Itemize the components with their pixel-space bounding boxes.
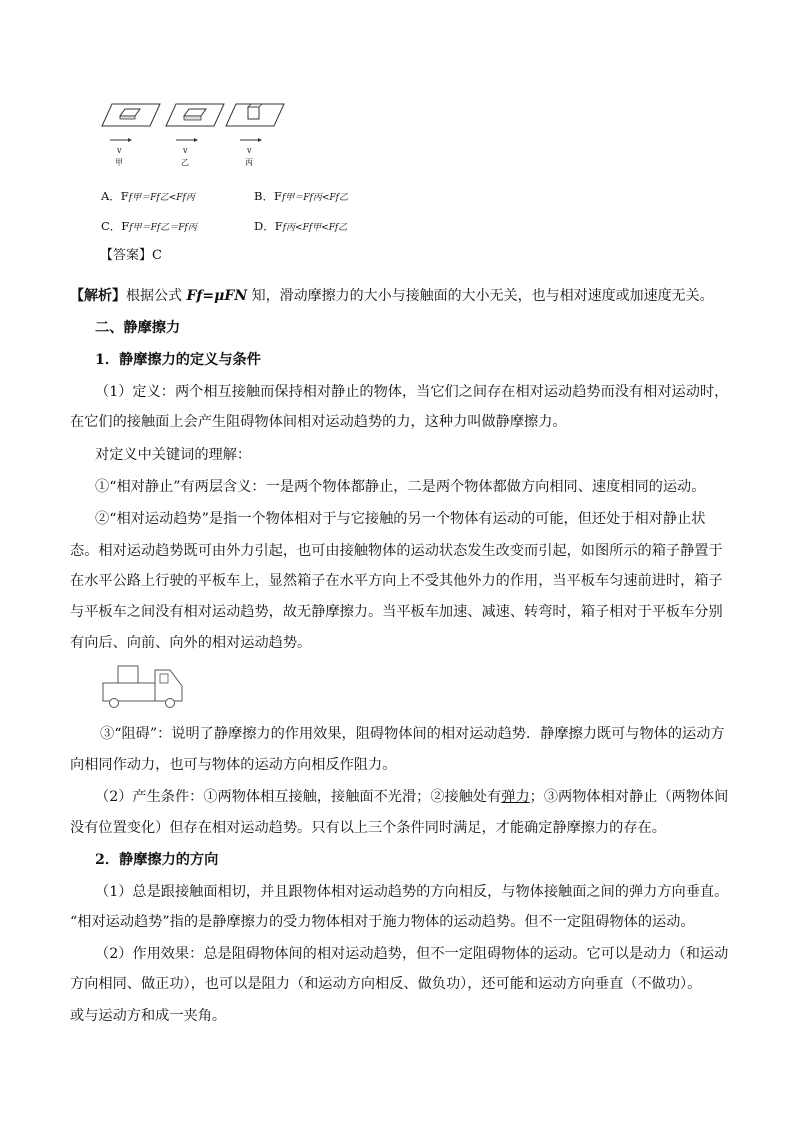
block-yi [184, 109, 206, 116]
label-bing: 丙 [245, 158, 253, 167]
sub2-title: 2．静摩擦力的方向 [95, 852, 219, 868]
truck-figure [100, 662, 186, 712]
truck-bed [103, 683, 155, 701]
arrow-v-3: v [247, 146, 252, 155]
box [118, 666, 138, 683]
p-cond-2: 没有位置变化）但存在相对运动趋势。只有以上三个条件同时满足，才能确定静摩擦力的存在。 [70, 820, 666, 836]
block-bing [248, 107, 259, 119]
block-jia [120, 109, 140, 116]
p-def-1: （1）定义：两个相互接触而保持相对静止的物体，当它们之间存在相对运动趋势而没有相对运动时， [95, 384, 729, 400]
arrow-v-1: v [117, 146, 122, 155]
arrow-v-2: v [183, 146, 188, 155]
wheel-rear [110, 699, 119, 708]
wheel-front [166, 699, 175, 708]
label-jia: 甲 [115, 158, 123, 167]
p-key: 对定义中关键词的理解： [95, 447, 252, 463]
option-b: B．Ff甲＝Ff丙<Ff乙 [254, 189, 348, 203]
p-dir-1: （1）总是跟接触面相切，并且跟物体相对运动趋势的方向相反，与物体接触面之间的弹力方向垂直。 [95, 884, 729, 900]
option-d: D．Ff丙<Ff甲<Ff乙 [254, 219, 348, 233]
p-k2-2: 态。相对运动趋势既可由外力引起，也可由接触物体的运动状态发生改变而引起，如图所示的箱子静置于 [70, 543, 723, 559]
p-def-2: 在它们的接触面上会产生阻碍物体间相对运动趋势的力，这种力叫做静摩擦力。 [70, 414, 567, 430]
p-k2-3: 在水平公路上行驶的平板车上，显然箱子在水平方向上不受其他外力的作用，当平板车匀速前进时，箱子 [70, 573, 723, 589]
analysis: 【解析】根据公式 Ff=μFN 知，滑动摩擦力的大小与接触面的大小无关，也与相对速度或加速度无关。 [70, 288, 714, 304]
friction-plates-figure [100, 98, 300, 170]
sub1-title: 1．静摩擦力的定义与条件 [95, 352, 261, 368]
p-dir-2: “相对运动趋势”指的是静摩擦力的受力物体相对于施力物体的运动趋势。但不一定阻碍物体的运动。 [70, 914, 695, 930]
option-c: C．Ff甲＝Ff乙＝Ff丙 [101, 219, 197, 233]
p-eff-2: 方向相同、做正功），也可以是阻力（和运动方向相反、做负功），还可能和运动方向垂直（不做功）。 [70, 976, 702, 992]
p-k3-1: ③“阻碍”：说明了静摩擦力的作用效果，阻碍物体间的相对运动趋势．静摩擦力既可与物体的运动方 [100, 726, 725, 742]
p-k2-4: 与平板车之间没有相对运动趋势，故无静摩擦力。当平板车加速、减速、转弯时，箱子相对于平板车分别 [70, 604, 723, 620]
option-a: A．Ff甲＝Ff乙<Ff丙 [101, 189, 195, 203]
truck-cab [155, 670, 182, 701]
p-k3-2: 向相同作动力，也可与物体的运动方向相反作阻力。 [70, 757, 397, 773]
p-eff-3: 或与运动方和成一夹角。 [70, 1008, 227, 1024]
label-yi: 乙 [181, 158, 189, 167]
answer: 【答案】C [100, 248, 162, 263]
p-k2-5: 有向后、向前、向外的相对运动趋势。 [70, 635, 312, 651]
section2-title: 二、静摩擦力 [95, 320, 181, 336]
p-k2-1: ②“相对运动趋势”是指一个物体相对于与它接触的另一个物体有运动的可能，但还处于相对静止状 [95, 511, 706, 527]
p-k1: ①“相对静止”有两层含义：一是两个物体都静止，二是两个物体都做方向相同、速度相同的运动。 [95, 479, 706, 495]
p-eff-1: （2）作用效果：总是阻碍物体间的相对运动趋势，但不一定阻碍物体的运动。它可以是动力（和运动 [95, 946, 729, 962]
p-cond-1: （2）产生条件：①两物体相互接触，接触面不光滑；②接触处有弹力；③两物体相对静止（两物体间 [95, 789, 729, 805]
